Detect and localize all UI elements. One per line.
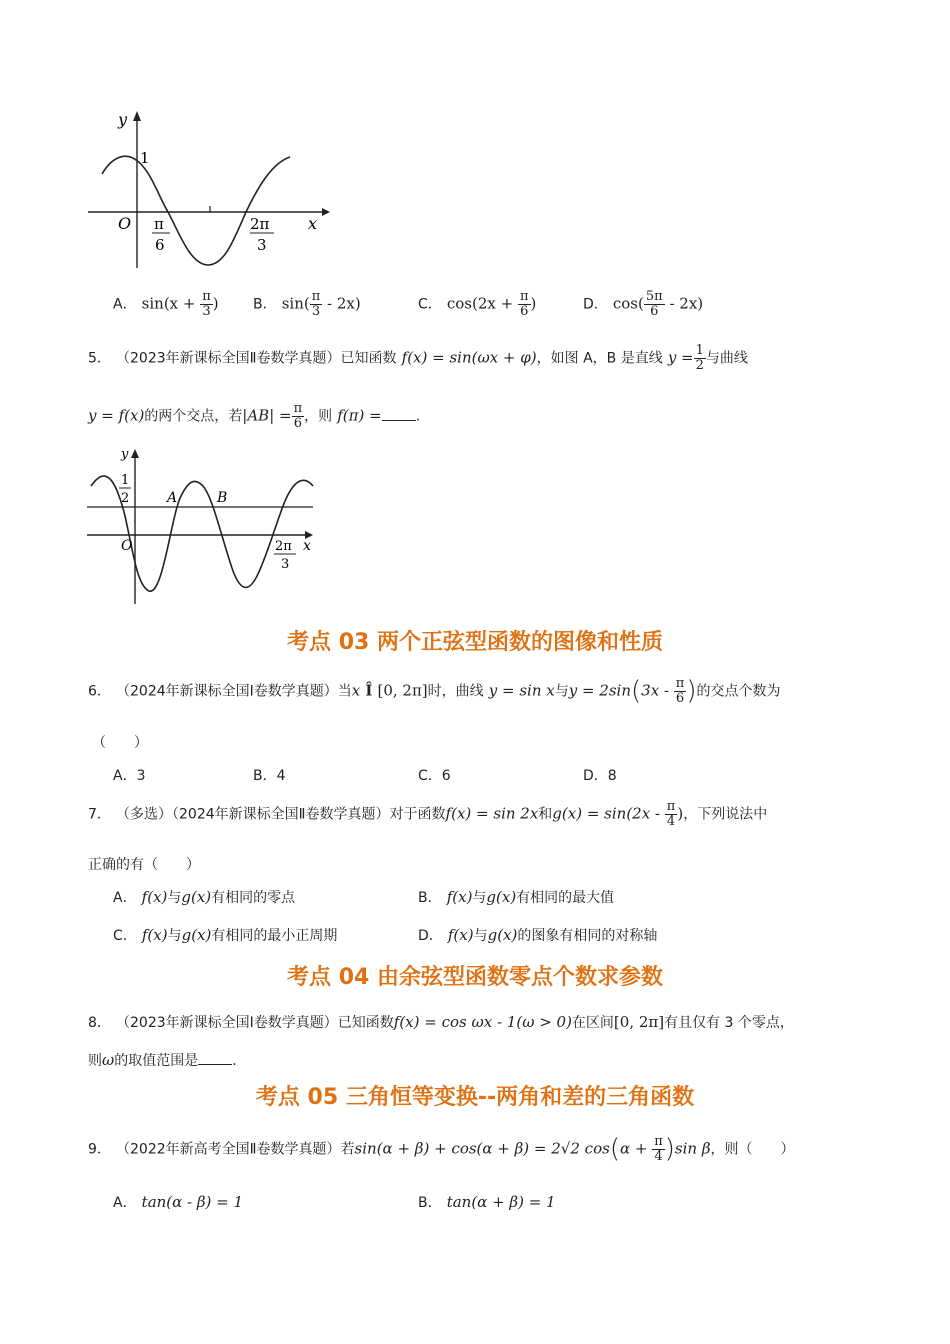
question-text: 的交点个数为 [696, 683, 781, 700]
conj: 与 [472, 890, 487, 906]
frac-den: 6 [650, 303, 659, 319]
option-math: cos( [612, 294, 644, 313]
gx: g(x) [487, 926, 518, 944]
frac-den: 4 [666, 813, 676, 829]
tick2-num: 2π [250, 215, 270, 233]
frac-num: 5π [645, 289, 663, 304]
question-source: （2023年新课标全国Ⅰ卷数学真题）已知函数 [116, 1015, 394, 1031]
point-a-label: A [167, 490, 178, 506]
x-label: x [308, 214, 318, 233]
f-expr: f(x) = sin 2x [445, 804, 539, 823]
conj: 与 [473, 928, 488, 944]
conj: 与 [167, 928, 182, 944]
range-expr: [0, 2π] [613, 1013, 665, 1031]
answer-blank[interactable] [382, 420, 416, 421]
g-expr-end: ) [677, 804, 684, 823]
question-text: 则 [88, 1053, 102, 1069]
q6-option-b[interactable]: B．4 [253, 768, 286, 784]
q4-option-d[interactable] [583, 290, 703, 318]
option-math-end: ) [530, 294, 537, 313]
question-text: 在区间 [571, 1015, 614, 1031]
curve-expr: y = f(x) [88, 406, 145, 425]
q9-option-a[interactable] [113, 1192, 243, 1212]
option-math: cos(2x + [446, 294, 518, 313]
function-expr: f(x) = cos ωx - 1(ω > 0) [393, 1013, 572, 1031]
option-label: A． [113, 296, 137, 313]
q6-paren: （ ） [92, 735, 148, 751]
origin-label: O [118, 214, 132, 233]
option-text: 的图象有相同的对称轴 [517, 928, 658, 944]
question-text: 的取值范围是 [114, 1053, 199, 1069]
question-number: 7． [88, 806, 111, 823]
period: . [232, 1053, 237, 1069]
q9-option-b[interactable] [418, 1192, 556, 1212]
range-expr: [0, 2π] [377, 681, 428, 700]
origin-label: O [121, 538, 133, 554]
section-heading-04: 考点 04 由余弦型函数零点个数求参数 [287, 965, 663, 990]
option-math: sin(x + [141, 294, 201, 313]
fx: f(x) [446, 888, 473, 906]
q7-option-b[interactable] [418, 887, 614, 907]
option-math: tan(α - β) = 1 [141, 1193, 244, 1211]
question-text: ，下列说法中 [683, 806, 768, 823]
frac-den: 3 [202, 303, 211, 319]
question-text: 时，曲线 [427, 683, 484, 700]
q6-option-c[interactable]: C．6 [418, 768, 451, 784]
frac-num: π [202, 289, 211, 304]
option-text: 有相同的零点 [211, 890, 296, 906]
option-math: tan(α + β) = 1 [446, 1193, 556, 1211]
y-label: y [118, 110, 128, 129]
option-label: B． [418, 890, 442, 906]
option-text: 有相同的最大值 [516, 890, 615, 906]
answer-blank[interactable] [198, 1064, 232, 1065]
frac-den: 6 [675, 690, 685, 706]
option-label: B． [418, 1195, 442, 1211]
y-axis-arrow [133, 111, 141, 121]
question-number: 9． [88, 1141, 111, 1158]
question-text: 和 [538, 806, 553, 823]
frac-num: π [666, 799, 676, 814]
frac-num: π [675, 675, 685, 691]
section-heading-05: 考点 05 三角恒等变换--两角和差的三角函数 [255, 1085, 695, 1110]
gx: g(x) [181, 926, 212, 944]
question-text: 的两个交点，若 [144, 408, 243, 425]
graph-question4 [80, 105, 340, 280]
q6-line1: 6． （2024年新课标全国Ⅰ卷数学真题）当x Î [0, 2π]时，曲线 y = sin x与y = 2sin(3x - $\frac{\pi}{6}$ )的交点个数为 [88, 675, 781, 706]
question-source: （2023年新课标全国Ⅱ卷数学真题）已知函数 [116, 350, 397, 367]
option-label: C． [113, 928, 137, 944]
line-expr: y = [667, 348, 694, 367]
frac-num: 1 [695, 343, 704, 358]
gx: g(x) [486, 888, 517, 906]
frac-den: 6 [293, 415, 303, 431]
ab-expr: |AB| = [242, 406, 292, 425]
q5-line1 [88, 344, 748, 372]
function-expr: f(x) = sin(ωx + φ) [401, 348, 537, 367]
var-x: x [351, 681, 361, 700]
q9-line1: 9． （2022年新高考全国Ⅱ卷数学真题）若sin(α + β) + cos(α + β) = 2√2 cos(α + $\frac{\pi}{4}$ )sin β，则（ ） [88, 1133, 795, 1164]
question-text: ，则（ ） [710, 1141, 795, 1158]
tick-den: 3 [281, 557, 290, 572]
half-den: 2 [121, 491, 130, 506]
tick1-den: 6 [155, 236, 165, 254]
q4-option-a[interactable] [113, 290, 219, 318]
option-math-end: - 2x) [322, 294, 361, 313]
x-axis-arrow [322, 208, 330, 216]
question-number: 6． [88, 683, 111, 700]
section-heading-03: 考点 03 两个正弦型函数的图像和性质 [287, 630, 663, 655]
option-label: D． [583, 296, 608, 313]
period: . [415, 408, 421, 425]
fx: f(x) [447, 926, 474, 944]
q7-line1 [88, 800, 767, 828]
q4-option-c[interactable] [418, 290, 536, 318]
identity-expr: sin(α + β) + cos(α + β) = 2√2 cos [354, 1139, 610, 1158]
element-of-symbol: Î [365, 681, 373, 700]
question-text: 与 [554, 683, 569, 700]
option-label: D． [418, 928, 443, 944]
conj: 与 [167, 890, 182, 906]
question-text: 与曲线 [705, 350, 748, 367]
q7-option-d[interactable] [418, 925, 657, 945]
sin-beta: sin β [674, 1139, 711, 1158]
q6-option-a[interactable]: A．3 [113, 768, 146, 784]
fx: f(x) [141, 926, 168, 944]
q5-line2 [88, 402, 420, 430]
option-label: B． [253, 296, 277, 313]
point-b-label: B [217, 490, 228, 506]
frac-den: 2 [695, 357, 704, 373]
omega: ω [102, 1051, 115, 1069]
f-pi-expr: f(π) = [337, 406, 382, 425]
y-axis-arrow [131, 449, 139, 458]
half-num: 1 [121, 473, 130, 488]
graph-question5 [85, 446, 325, 608]
option-label: A． [113, 1195, 137, 1211]
tick2-den: 3 [257, 236, 267, 254]
gx: g(x) [181, 888, 212, 906]
one-label: 1 [140, 149, 150, 167]
option-math: sin( [281, 294, 310, 313]
frac-den: 3 [311, 303, 321, 319]
q7-line2: 正确的有（ ） [88, 857, 200, 873]
question-number: 5． [88, 350, 111, 367]
frac-num: π [293, 401, 303, 416]
q6-option-d[interactable]: D．8 [583, 768, 617, 784]
frac-num: π [311, 289, 321, 304]
question-text: ，则 [304, 408, 333, 425]
fx: f(x) [141, 888, 168, 906]
option-math-end: ) [212, 294, 219, 313]
question-source: （2022年新高考全国Ⅱ卷数学真题）若 [116, 1141, 355, 1158]
x-label: x [303, 538, 311, 554]
tick1-num: π [154, 215, 164, 233]
curve1-expr: y = sin x [488, 681, 555, 700]
question-number: 8． [88, 1015, 111, 1031]
option-label: A． [113, 890, 137, 906]
option-text: 有相同的最小正周期 [211, 928, 338, 944]
q4-option-b[interactable] [253, 290, 361, 318]
question-text: ，如图 A，B 是直线 [536, 350, 663, 367]
option-math-end: - 2x) [664, 294, 704, 313]
question-source: （2024年新课标全国Ⅰ卷数学真题）当 [116, 683, 352, 700]
q8-line1 [88, 1012, 794, 1032]
frac-num: π [654, 1133, 663, 1149]
option-label: C． [418, 296, 442, 313]
tick-num: 2π [275, 539, 292, 554]
y-label: y [121, 447, 129, 462]
frac-den: 4 [654, 1148, 663, 1164]
q8-line2 [88, 1050, 237, 1070]
g-expr: g(x) = sin(2x - [552, 804, 665, 823]
curve2-inner: 3x - [641, 681, 674, 700]
question-text: 有且仅有 3 个零点， [664, 1015, 794, 1031]
q7-option-c[interactable] [113, 925, 337, 945]
question-source: （多选）（2024年新课标全国Ⅱ卷数学真题）对于函数 [116, 806, 446, 823]
inner-expr: α + [619, 1139, 653, 1158]
curve2-expr: y = 2sin [568, 681, 631, 700]
frac-num: π [519, 289, 529, 304]
frac-den: 6 [520, 303, 529, 319]
q7-option-a[interactable] [113, 887, 295, 907]
